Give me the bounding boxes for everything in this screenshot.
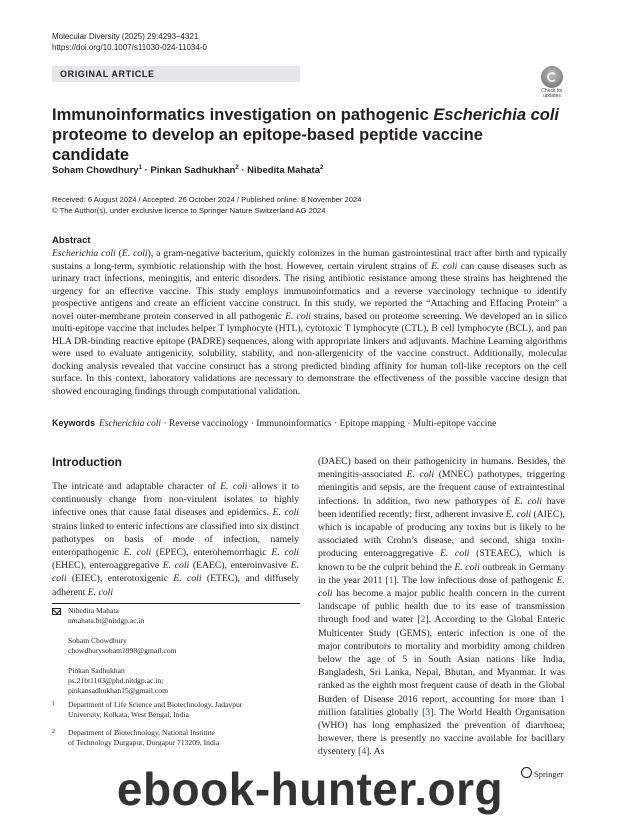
article-type-banner: ORIGINAL ARTICLE [52, 66, 300, 82]
reference-link[interactable]: 3 [425, 706, 431, 718]
title-text-rest: proteome to develop an epitope-based peptide vaccine candidate [52, 126, 483, 164]
intro-species: E. coli [162, 560, 190, 572]
corresponding-author [68, 606, 144, 626]
title-species: Escherichia coli [433, 106, 560, 124]
intro-text: (EPEC), enterohemorrhagic [151, 547, 272, 559]
abstract-species: E. coli [285, 310, 311, 322]
intro-species: E. coli [271, 547, 299, 559]
affiliation-number: 2 [52, 729, 55, 735]
publication-history [52, 194, 361, 216]
author-list [52, 162, 323, 177]
intro-text: ]. According to the Global Enteric Multicenter Study (GEMS), enteric infection is one of the major contributors to mortality and morbidity among children below the age of 5 in South Asian nations like India, Bangladesh, Sri Lanka, Nepal, Bhutan, and Myanmar. It was ranked as the eighth most frequent cause of death in the Global Burden of Disease 2016 report, accounting for more than 1 million fatalities globally [ [318, 614, 565, 718]
intro-text: ]. The World Health Organisation (WHO) has long emphasized the prevention of diarrhoea; however, there is presently no vaccine available for bacillary dysentery [ [318, 706, 565, 758]
intro-species: E. coli [318, 574, 565, 600]
author-affiliation-marker: 2 [235, 165, 239, 171]
keyword: Escherichia coli [99, 419, 162, 429]
intro-text: allows it to continuously change from non-virulent isolates to highly infective ones that cause fatal diseases and epidemics. [52, 481, 299, 519]
dates-line: Received: 6 August 2024 / Accepted: 26 October 2024 / Published online: 8 November 2024 [52, 195, 362, 204]
affiliation-number: 1 [52, 701, 55, 707]
intro-text: outbreak in Germany in the year 2011 [ [318, 561, 565, 586]
intro-text: (EAEC), enteroinvasive [189, 560, 291, 572]
affiliation-line: Department of Biotechnology, National Institute [68, 728, 215, 737]
intro-left-column [52, 480, 299, 599]
intro-species: E. coli [505, 508, 532, 520]
corresponding-author-email[interactable]: nmahata.bt@nitdgp.ac.in [68, 616, 145, 625]
author-contact [68, 666, 168, 696]
intro-text: (MNEC) pathotypes, triggering meningitis and sepsis, are the frequent cause of extraintestinal infections. In addition, two new pathotypes of [318, 469, 565, 507]
introduction-heading: Introduction [52, 455, 122, 469]
journal-citation [52, 31, 207, 53]
author-contact-email[interactable]: chowdhurysoham1998@gmail.com [68, 646, 177, 655]
abstract-body [52, 248, 567, 399]
keywords-line [52, 417, 567, 430]
author-contact-name: Pinkan Sadhukhan [68, 666, 125, 675]
affiliation-2 [68, 728, 298, 748]
intro-text: ]. The low infectious dose of pathogenic [393, 574, 557, 586]
author-separator: · [238, 165, 248, 177]
author-contact-email[interactable]: ps.21bt1103@phd.nitdgp.ac.in; [68, 676, 164, 685]
intro-text: (STEAEC), which is known to be the culprit behind the [318, 548, 565, 573]
check-for-updates-badge[interactable] [537, 66, 567, 98]
abstract-text: ( [115, 248, 122, 259]
affiliation-line: University, Kolkata, West Bengal, India [68, 710, 189, 719]
journal-line: Molecular Diversity (2025) 29:4293–4321 [52, 32, 199, 41]
intro-species: E. coli [123, 547, 152, 559]
intro-species: E. coli [87, 586, 114, 598]
keyword-list: · Reverse vaccinology · Immunoinformatics · Epitope mapping · Multi-epitope vaccine [161, 419, 497, 429]
envelope-icon [52, 608, 61, 615]
intro-species: E. coli [272, 507, 299, 519]
abstract-text: strains, based on proteome screening. We developed an in silico multi-epitope vaccine that includes helper T lymphocyte (HTL), cytotoxic T lymphocyte (CTL), B cell lymphocyte (BCL), and pan HLA DR-binding reactive epitope (PADRE) sequences, along with appropriate linkers and adjuvants. Machine Learning algorithms were used to evaluate antigenicity, solubility, stability, and non-allergenicity of the vaccine construct. Additionally, molecular docking analysis revealed that vaccine construct has a strong predicted binding affinity for human toll-like receptors on the cell surface. In this context, laboratory validations are necessary to demonstrate the effectiveness of the possible vaccine design that showed encouraging findings through computational validation. [52, 310, 567, 398]
author-name[interactable]: Pinkan Sadhukhan [150, 165, 236, 177]
abstract-text: can cause diseases such as urinary tract infections, meningitis, and enteric disorders. The rising antibiotic resistance among these strains has heightened the urgency for an effective vaccine. This study employs immunoinformatics and a reverse vaccinology technique to identify prospective antigens and create an efficient vaccine construct. In this study, we reported the “Attaching and Effacing Protein” a novel outer-membrane protein conserved in all pathogenic [52, 260, 567, 322]
intro-text: has become a major public health concern in the current landscape of public health due to its ease of transmission through food and water [ [318, 588, 565, 626]
keywords-label: Keywords [52, 418, 96, 428]
intro-species: E. coli [406, 469, 435, 481]
title-text: Immunoinformatics investigation on pathogenic [52, 106, 434, 124]
intro-right-column [318, 455, 565, 759]
intro-text: (EHEC), enteroaggregative [52, 560, 163, 572]
reference-link[interactable]: 2 [420, 614, 426, 626]
doi-link[interactable]: https://doi.org/10.1007/s11030-024-11034-0 [52, 43, 207, 52]
intro-species: E. coli [454, 561, 480, 573]
reference-link[interactable]: 4 [361, 746, 367, 758]
author-separator: · [141, 165, 151, 177]
author-contact-name: Soham Chowdhury [68, 636, 127, 645]
abstract-species: E. coli [121, 248, 148, 259]
affiliation-line: of Technology Durgapur, Durgapur 713209, India [68, 738, 220, 747]
abstract-species: E. coli [431, 260, 458, 272]
intro-text: have been identified recently; first, adherent invasive [318, 495, 565, 520]
footnote-divider [52, 603, 300, 604]
intro-text: (DAEC) based on their pathogenicity in humans. Besides, the meningitis-associated [318, 456, 565, 481]
intro-text: (ETEC), and diffusely adherent [52, 573, 299, 598]
watermark: ebook-hunter.org [116, 763, 504, 815]
check-for-updates-label: Check for updates [541, 88, 563, 99]
intro-text: ]. As [366, 746, 385, 758]
intro-text: (EIEC), enterotoxigenic [66, 573, 174, 585]
intro-species: E. coli [514, 495, 542, 507]
reference-link[interactable]: 1 [388, 574, 394, 586]
publisher-name: Springer [534, 769, 564, 779]
intro-text: (AIEC), which is incapable of producing any toxins but is likely to be associated with Crohn’s disease, and second, shiga toxin-producing enteroaggregative [318, 508, 565, 560]
check-for-updates-icon [541, 66, 563, 88]
affiliation-line: Department of Life Science and Biotechnology, Jadavpur [68, 700, 243, 709]
affiliation-1 [68, 700, 298, 720]
intro-species: E. coli [439, 548, 470, 560]
author-name[interactable]: Soham Chowdhury [52, 165, 139, 177]
intro-species: E. coli [220, 481, 248, 492]
copyright-line: © The Author(s), under exclusive licence to Springer Nature Switzerland AG 2024 [52, 206, 326, 215]
corresponding-author-name: Nibedita Mahata [68, 606, 119, 615]
author-affiliation-marker: 1 [138, 165, 142, 171]
author-contact-email[interactable]: pinkansadhukhan15@gmail.com [68, 686, 168, 695]
intro-species: E. coli [52, 560, 299, 585]
intro-text: strains linked to enteric infections are classified into six distinct pathotypes on basis of mode of infection, namely enteropathogenic [52, 520, 299, 559]
abstract-heading: Abstract [52, 235, 91, 246]
author-name[interactable]: Nibedita Mahata [247, 165, 321, 177]
author-affiliation-marker: 2 [320, 165, 324, 171]
intro-species: E. coli [173, 573, 202, 585]
intro-text: The intricate and adaptable character of [52, 481, 221, 492]
abstract-species: Escherichia coli [52, 248, 116, 259]
abstract-text: ), a gram-negative bacterium, quickly colonizes in the human gastrointestinal tract after birth and typically sustains a long-term, symbiotic relationship with the host. However, certain virulent strains of [52, 248, 567, 272]
article-title [52, 105, 562, 165]
author-contact [68, 636, 176, 656]
